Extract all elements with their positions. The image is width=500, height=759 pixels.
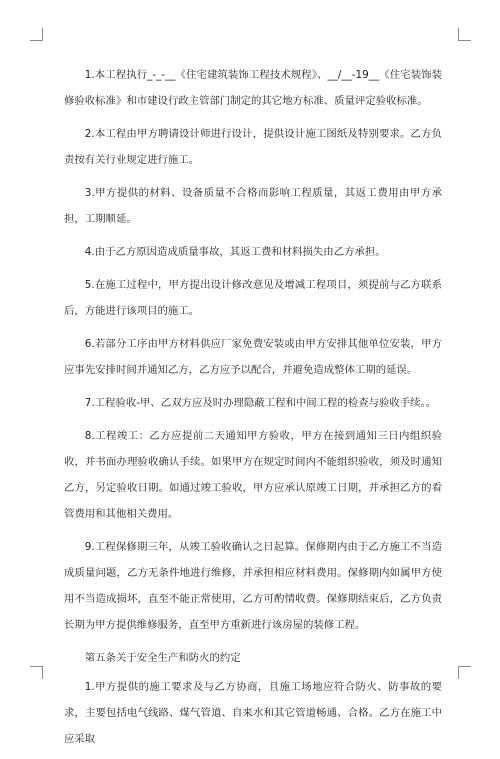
clause-3-materials: 3.甲方提供的材料、设备质量不合格而影响工程质量，其返工费用由甲方承担，工期顺延。 bbox=[64, 187, 442, 225]
clause-7-inspection: 7.工程验收-甲、乙双方应及时办理隐蔽工程和中间工程的检查与验收手续。。 bbox=[84, 397, 437, 409]
section-heading-safety: 第五条关于安全生产和防火的约定 bbox=[84, 652, 241, 664]
crop-mark-bottom-left bbox=[30, 666, 43, 679]
document-body bbox=[64, 62, 442, 759]
clause-9-warranty: 9.工程保修期三年，从竣工验收确认之日起算。保修期内由于乙方施工不当造成质量问题，乙方无条件地进行维修，并承担相应材料费用。保修期内如属甲方使用不当造成损坏，直至不能正常使用，乙方可酌情收费。保修期结束后，乙方负责长期为甲方提供维修服务，直至甲方重新进行该房屋的装修工程。 bbox=[64, 541, 442, 631]
safety-clause-1: 1.甲方提供的施工要求及与乙方协商，且施工场地应符合防火、防事故的要求，主要包括电气线路、煤气管道、自来水和其它管道畅通、合格。乙方在施工中应采取 bbox=[64, 681, 442, 745]
crop-mark-bottom-right bbox=[458, 666, 471, 679]
crop-mark-top-right bbox=[458, 28, 471, 41]
clause-1-standards: 1.本工程执行_-_-__《住宅建筑装饰工程技术规程》、__/__-19__《住宅装饰装修验收标准》和市建设行政主管部门制定的其它地方标准、质量评定验收标准。 bbox=[64, 69, 442, 107]
clause-4-quality-accident: 4.由于乙方原因造成质量事故，其返工费和材料损失由乙方承担。 bbox=[84, 246, 386, 258]
clause-2-design: 2.本工程由甲方聘请设计师进行设计，提供设计施工图纸及特别要求。乙方负责按有关行业规定进行施工。 bbox=[64, 128, 442, 166]
clause-8-completion: 8.工程竣工：乙方应提前二天通知甲方验收，甲方在接到通知三日内组织验收，并书面办理验收确认手续。如果甲方在规定时间内不能组织验收，须及时通知乙方，另定验收日期。如通过竣工验收，甲方应承认原竣工日期，并承担乙方的看管费用和其他相关费用。 bbox=[64, 430, 442, 520]
clause-5-design-changes: 5.在施工过程中，甲方提出设计修改意见及增减工程项目，须提前与乙方联系后，方能进行该项目的施工。 bbox=[64, 279, 442, 317]
crop-mark-top-left bbox=[30, 28, 43, 41]
clause-6-third-party-install: 6.若部分工序由甲方材料供应厂家免费安装或由甲方安排其他单位安装，甲方应事先安排时间并通知乙方，乙方应予以配合，并避免造成整体工期的延误。 bbox=[64, 338, 442, 376]
